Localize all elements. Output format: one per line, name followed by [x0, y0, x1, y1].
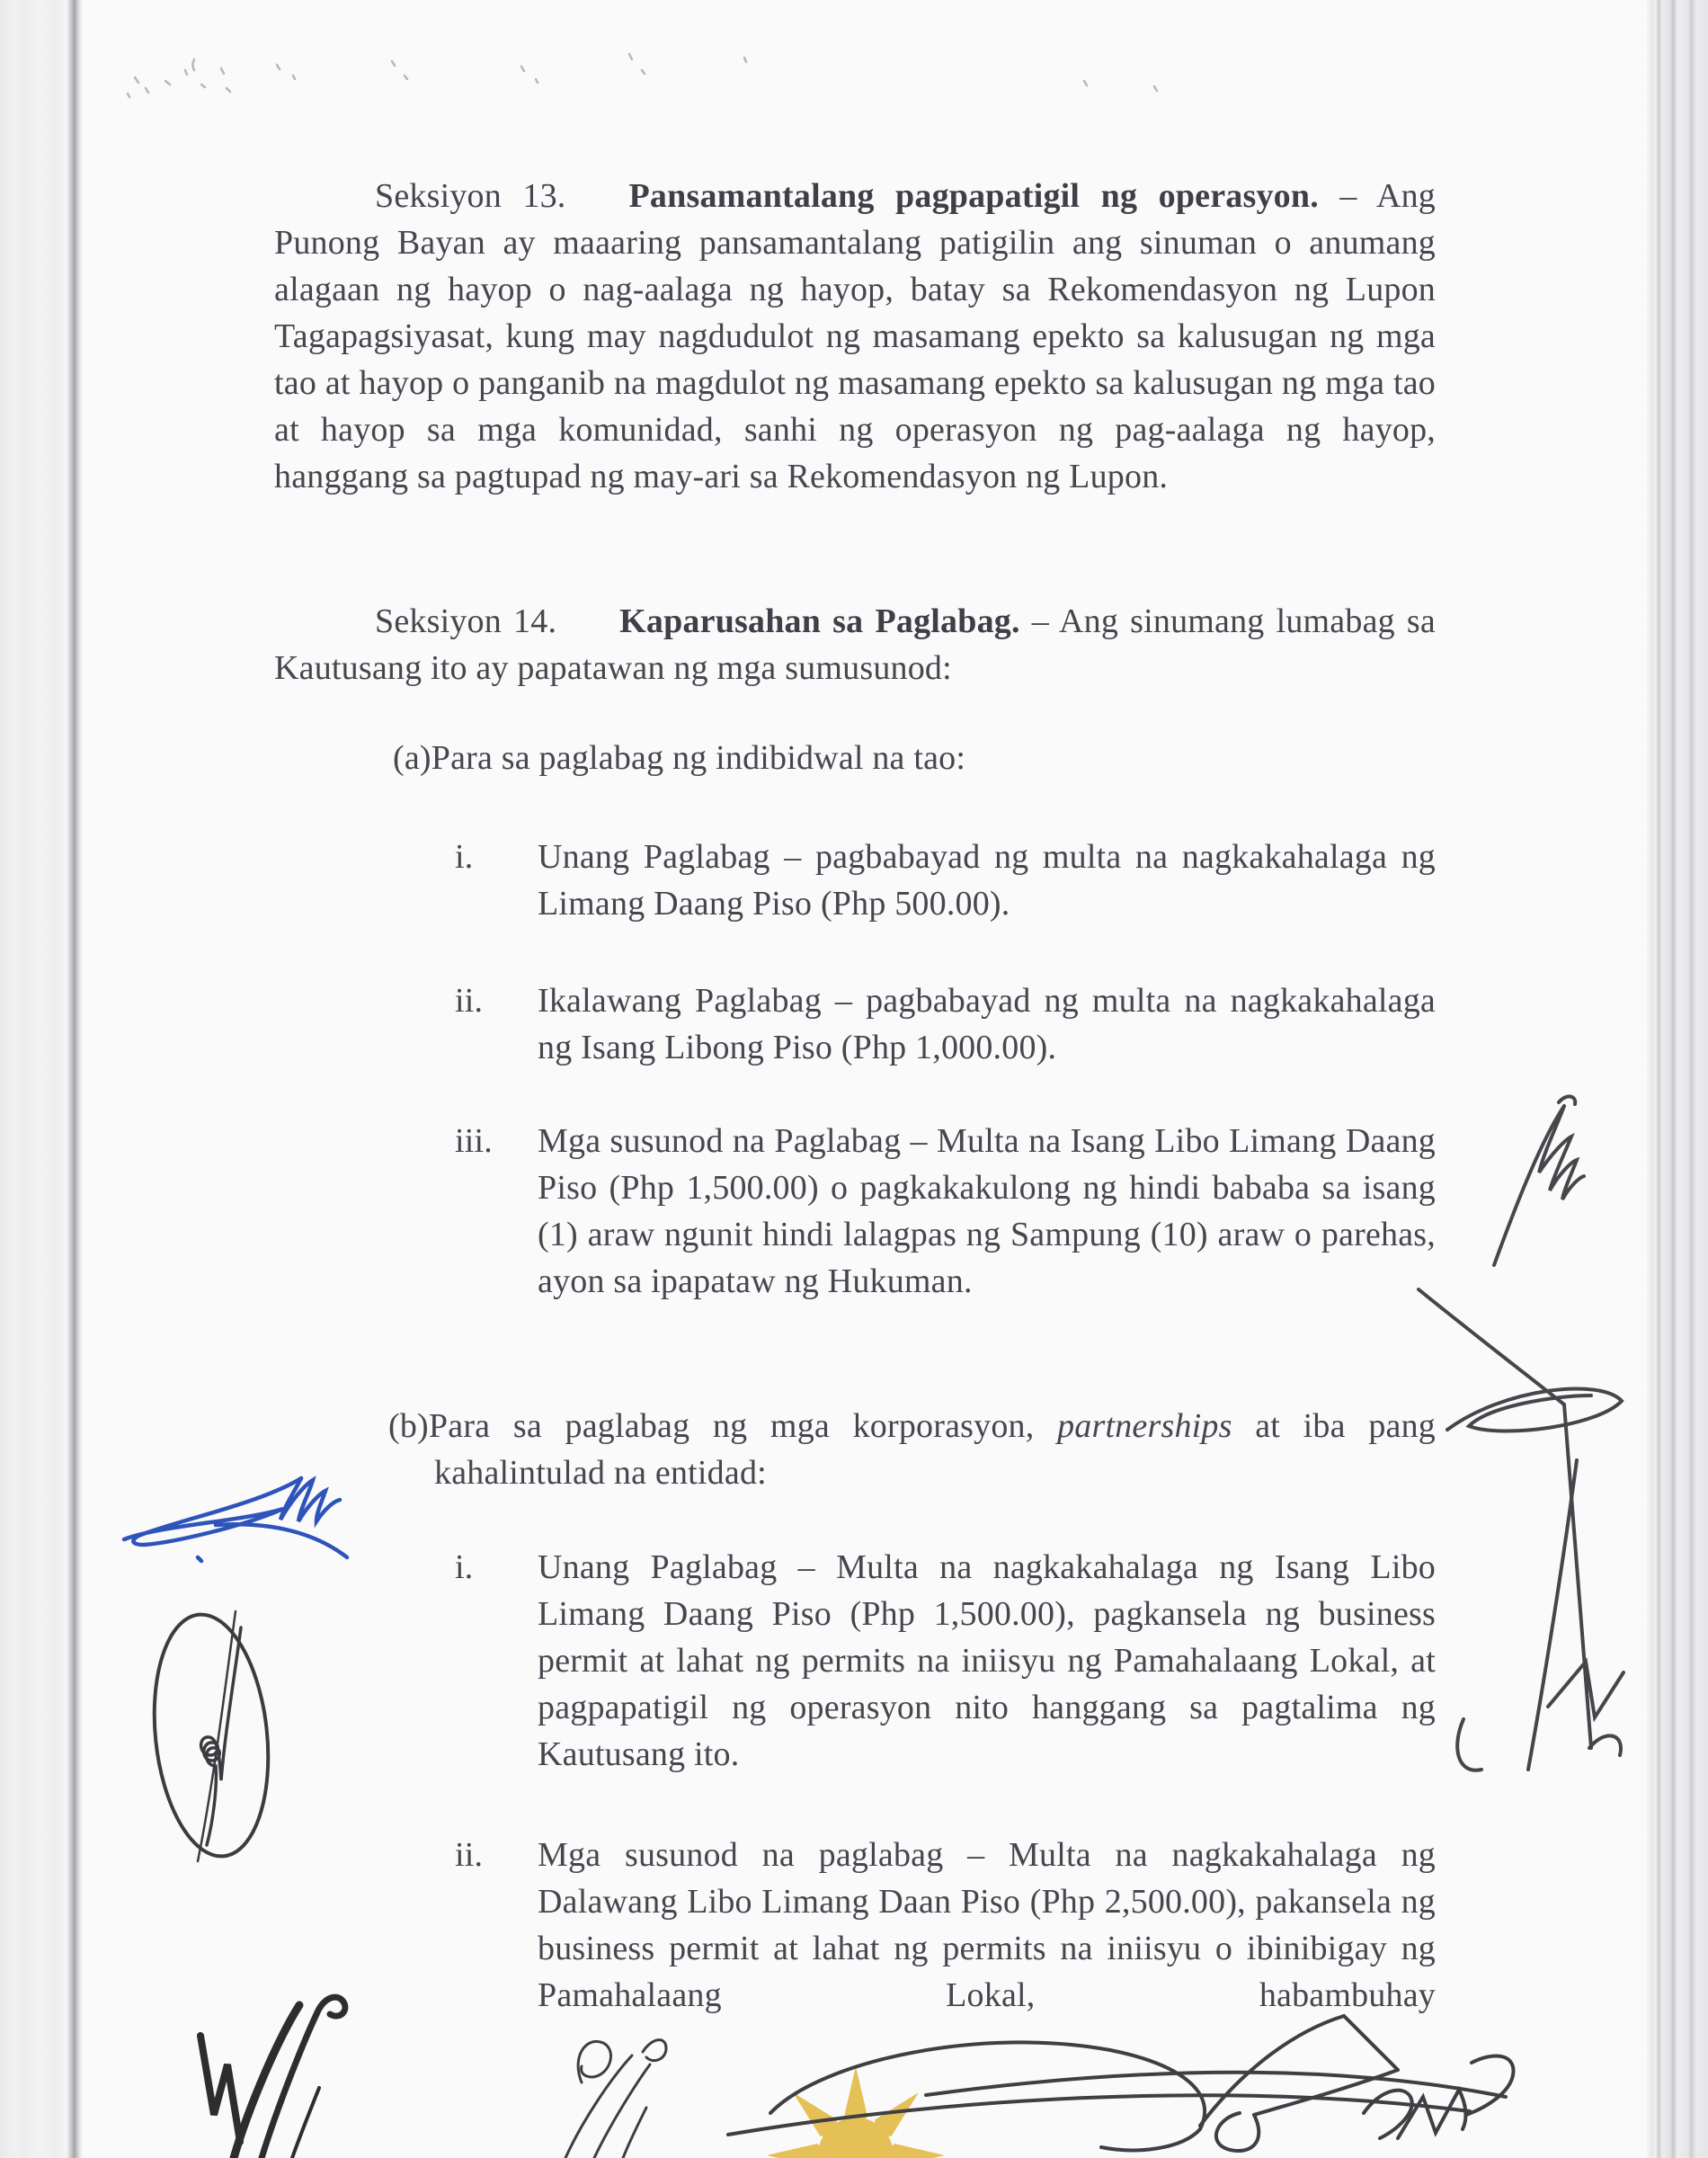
scan-edge-left	[0, 0, 83, 2158]
section-13-body: Ang Punong Bayan ay maaaring pansamantalang patigilin ang sinuman o anumang alagaan ng hayop o nag-aalaga ng hayop, batay sa Rekomendasyon ng Lupon Tagapagsiyasat, kung may nagdudulot ng masamang epekto sa kalusugan ng mga tao at hayop o panganib na magdulot ng masamang epekto sa kalusugan ng mga tao at hayop sa mga komunidad, sanhi ng operasyon ng pag-aalaga ng hayop, hanggang sa pagtupad ng may-ari sa Rekomendasyon ng Lupon.	[274, 177, 1437, 495]
item-numeral: ii.	[455, 1836, 484, 1874]
signature-right-upper	[1476, 1090, 1593, 1279]
item-numeral: ii.	[455, 982, 484, 1020]
section-14-paragraph	[274, 598, 1436, 691]
signature-right-lower	[1413, 1284, 1645, 1780]
list-b-item-ii	[455, 1832, 1436, 2019]
list-a-intro-text: Para sa paglabag ng indibidwal na tao:	[431, 739, 966, 777]
item-text: Unang Paglabag – pagbabayad ng multa na nagkakahalaga ng Limang Daang Piso (Php 500.00).	[538, 838, 1436, 923]
section-14-label: Seksiyon 14.	[375, 602, 557, 640]
section-14-body: Ang sinumang lumabag sa Kautusang ito ay papatawan ng mga sumusunod:	[274, 602, 1436, 687]
list-b-intro-text-1: Para sa paglabag ng mga korporasyon,	[428, 1407, 1058, 1445]
list-b-intro	[388, 1403, 1436, 1496]
signature-thick-bottom-left	[184, 1989, 382, 2158]
section-13-paragraph	[274, 173, 1436, 500]
scan-edge-right	[1647, 0, 1708, 2158]
signature-oval-left	[135, 1601, 288, 1870]
signature-blue-left	[108, 1439, 351, 1583]
list-a-item-iii	[455, 1118, 1436, 1305]
item-numeral: i.	[455, 1548, 474, 1586]
list-b-intro-text-2: at iba pang kahalintulad na entidad:	[434, 1407, 1436, 1492]
list-a-label: (a)	[393, 739, 431, 777]
dash: –	[1339, 177, 1357, 215]
list-a-item-ii	[455, 977, 1436, 1071]
list-a-intro	[393, 735, 1436, 781]
list-a-item-i	[455, 834, 1436, 927]
item-text: Mga susunod na paglabag – Multa na nagkakahalaga ng Dalawang Libo Limang Daan Piso (Php 2,500.00), pakansela ng business permit at lahat ng permits na iniisyu o ibinibigay ng Pamahalaang Lokal, habambuhay	[538, 1836, 1436, 2014]
list-b-label: (b)	[388, 1407, 429, 1445]
item-text: Unang Paglabag – Multa na nagkakahalaga ng Isang Libo Limang Daang Piso (Php 1,500.00), pagkansela ng business permit at lahat ng permits na iniisyu ng Pamahalaang Lokal, at pagpapatigil ng operasyon nito hanggang sa pagtalima ng Kautusang ito.	[538, 1548, 1436, 1773]
section-14-title: Kaparusahan sa Paglabag.	[619, 602, 1020, 640]
item-text: Ikalawang Paglabag – pagbabayad ng multa na nagkakahalaga ng Isang Libong Piso (Php 1,000.00).	[538, 982, 1436, 1066]
signature-thin-bottom-center	[535, 2025, 697, 2158]
section-13-label: Seksiyon 13.	[375, 177, 566, 215]
section-13-title: Pansamantalang pagpapatigil ng operasyon.	[628, 177, 1319, 215]
list-b-italic-word: partnerships	[1057, 1407, 1232, 1445]
dash: –	[1031, 602, 1049, 640]
item-numeral: i.	[455, 838, 474, 876]
item-numeral: iii.	[455, 1122, 493, 1160]
item-text: Mga susunod na Paglabag – Multa na Isang Libo Limang Daang Piso (Php 1,500.00) o pagkakakulong ng hindi bababa sa isang (1) araw ngunit hindi lalagpas ng Sampung (10) araw o parehas, ayon sa ipapataw ng Hukuman.	[538, 1122, 1436, 1300]
signature-bottom-center	[715, 2007, 1524, 2158]
pencil-marks	[115, 43, 1194, 115]
list-b-item-i	[455, 1544, 1436, 1778]
